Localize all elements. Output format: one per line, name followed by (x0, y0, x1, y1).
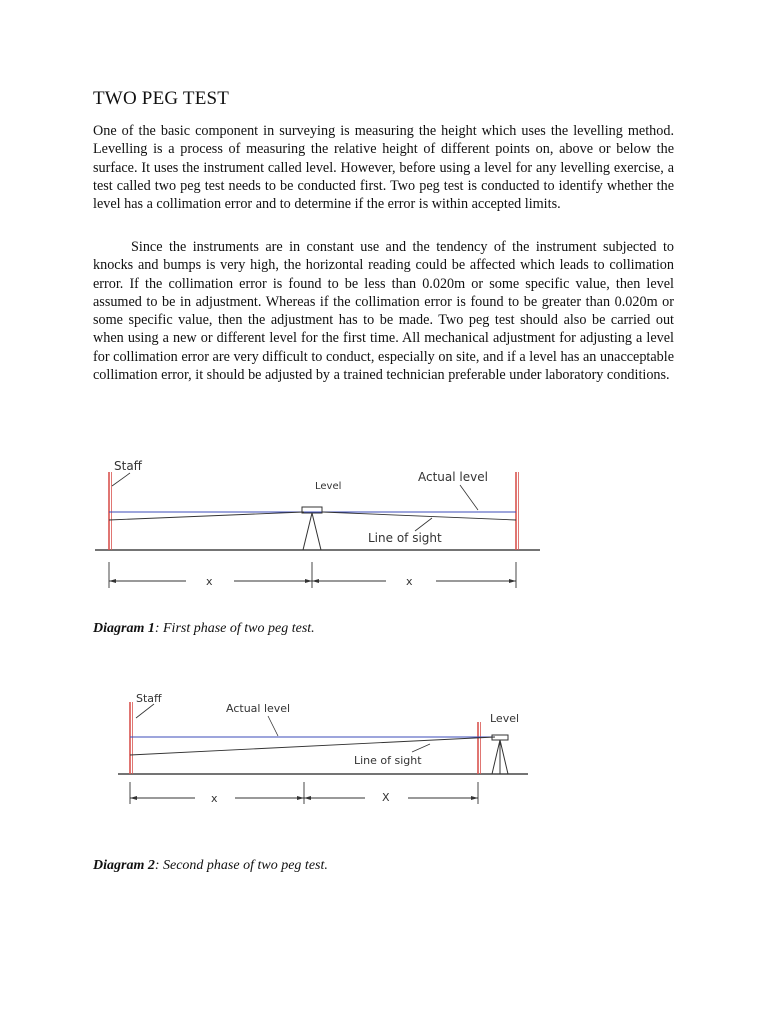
level-label: Level (315, 481, 342, 492)
caption-text: : Second phase of two peg test. (154, 858, 328, 873)
caption-text: : First phase of two peg test. (154, 621, 315, 636)
line-of-sight-label: Line of sight (368, 531, 442, 545)
dimension-right-label: X (382, 791, 390, 804)
actual-level-label: Actual level (226, 702, 291, 715)
staff-label: Staff (136, 692, 162, 705)
intro-paragraph: One of the basic component in surveying is measuring the height which uses the levelling method. Levelling is a process of measuring the relative height of different points on, above or below the surface. It uses the instrument called level. However, before using a level for any levelling exercise, a test called two peg test needs to be conducted first. Two peg test is conducted to identify whether the level has a collimation error and to determine if the error is within accepted limits. (93, 123, 674, 213)
staff-label: Staff (114, 459, 142, 473)
body-paragraph: Since the instruments are in constant use and the tendency of the instrument subjected to knocks and bumps is very high, the horizontal reading could be affected which leads to collimation error. If the collimation error is found to be less than 0.020m or some specific value, then level assumed to be in adjustment. Whereas if the collimation error is found to be greater than 0.020m or some specific value, then the adjustment has to be made. Two peg test should also be carried out when using a new or different level for the first time. All mechanical adjustment for adjusting a level for collimation error are very difficult to conduct, especially on site, and if a level has an unacceptable collimation error, it should be adjusted by a trained technician preferable under laboratory conditions. (93, 239, 674, 384)
line-of-sight (130, 737, 495, 755)
diagram-1-caption (93, 621, 315, 637)
dimension-left-label: x (211, 792, 218, 805)
line-of-sight-left (109, 512, 304, 520)
document-title: TWO PEG TEST (93, 88, 230, 109)
actual-level-label: Actual level (418, 470, 488, 484)
dimension-right-label: x (406, 575, 413, 588)
line-of-sight-label: Line of sight (354, 754, 422, 767)
line-of-sight-right (322, 512, 516, 520)
diagram-2-caption (93, 858, 328, 874)
diagram-1 (0, 440, 768, 600)
caption-label: Diagram 1 (93, 621, 155, 636)
dimension-left-label: x (206, 575, 213, 588)
caption-label: Diagram 2 (93, 858, 155, 873)
level-label: Level (490, 712, 520, 725)
diagram-2 (0, 682, 768, 812)
